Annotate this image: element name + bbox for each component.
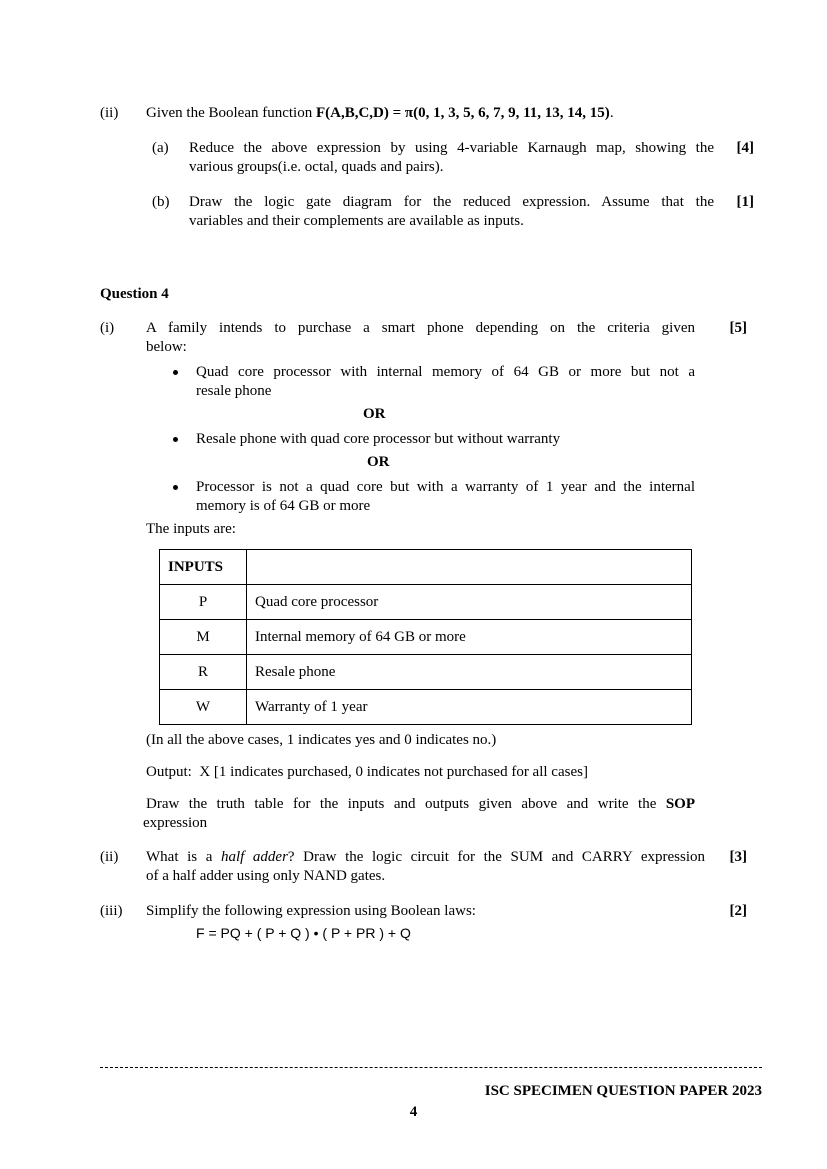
boolean-function: F(A,B,C,D) = π(0, 1, 3, 5, 6, 7, 9, 11, 13, 14, 15)	[315, 105, 610, 121]
or-separator-1: OR	[363, 406, 386, 422]
q4-iii-marks: [2]	[729, 903, 747, 919]
draw-instruction-pre: Draw the truth table for the inputs and outputs given above and write the	[146, 796, 666, 812]
bullet-icon	[173, 437, 178, 442]
half-adder-term: half adder	[220, 849, 288, 865]
bullet-2-text: Resale phone with quad core processor but without warranty	[196, 431, 561, 447]
table-row	[160, 585, 692, 620]
criteria-bullet-3	[173, 478, 695, 516]
inputs-intro: The inputs are:	[146, 521, 236, 537]
output-description: Output: X [1 indicates purchased, 0 indicates not purchased for all cases]	[146, 764, 588, 780]
draw-instruction-line1	[146, 795, 695, 814]
draw-instruction-line2: expression	[143, 815, 208, 831]
bullet-icon	[173, 485, 178, 490]
q3-ii-b-line2: variables and their complements are available as inputs.	[189, 213, 524, 229]
input-description: Quad core processor	[247, 585, 692, 620]
input-description: Warranty of 1 year	[247, 690, 692, 725]
q4-i-text	[146, 319, 695, 357]
q3-ii-a-label: (a)	[152, 140, 169, 156]
input-code: M	[160, 620, 247, 655]
table-header-inputs: INPUTS	[160, 550, 247, 585]
q4-ii-line2: of a half adder using only NAND gates.	[146, 868, 386, 884]
footer-title: ISC SPECIMEN QUESTION PAPER 2023	[484, 1083, 762, 1099]
criteria-bullet-2	[173, 430, 695, 449]
table-header-empty	[247, 550, 692, 585]
q4-ii-text	[146, 848, 705, 886]
q3-ii-a-line2: various groups(i.e. octal, quads and pairs).	[189, 159, 444, 175]
criteria-bullet-1	[173, 363, 695, 401]
q4-ii-pre: What is a	[146, 849, 221, 865]
inputs-table	[159, 549, 692, 725]
q3-ii-text	[146, 104, 614, 123]
q4-ii-line1	[146, 848, 705, 867]
q3-ii-a-text	[189, 139, 714, 177]
input-description: Internal memory of 64 GB or more	[247, 620, 692, 655]
q3-ii-number: (ii)	[100, 105, 119, 121]
q4-ii-post: ? Draw the logic circuit for the SUM and CARRY expression	[287, 849, 705, 865]
boolean-expression: F = PQ + ( P + Q ) • ( P + PR ) + Q	[196, 925, 411, 941]
bullet-1-line2: resale phone	[196, 383, 272, 399]
q4-ii-number: (ii)	[100, 849, 119, 865]
bullet-1-line1: Quad core processor with internal memory of 64 GB or more but not a	[196, 364, 695, 380]
table-row	[160, 690, 692, 725]
q4-i-number: (i)	[100, 320, 115, 336]
q3-ii-a-marks: [4]	[736, 140, 754, 156]
bullet-3-line2: memory is of 64 GB or more	[196, 498, 371, 514]
q3-ii-a-line1: Reduce the above expression by using 4-variable Karnaugh map, showing the	[189, 140, 714, 156]
q4-i-line1: A family intends to purchase a smart phone depending on the criteria given	[146, 320, 695, 336]
q3-ii-b-label: (b)	[152, 194, 170, 210]
q3-ii-text-pre: Given the Boolean function	[146, 105, 316, 121]
q3-ii-b-text	[189, 193, 714, 231]
q4-iii-number: (iii)	[100, 903, 123, 919]
bullet-3-line1: Processor is not a quad core but with a warranty of 1 year and the internal	[196, 479, 695, 495]
sop-term: SOP	[665, 796, 695, 812]
q4-iii-text: Simplify the following expression using Boolean laws:	[146, 903, 476, 919]
input-code: R	[160, 655, 247, 690]
table-header-row	[160, 550, 692, 585]
bullet-icon	[173, 370, 178, 375]
q4-ii-marks: [3]	[729, 849, 747, 865]
draw-instruction	[146, 795, 695, 814]
table-row	[160, 620, 692, 655]
page-number: 4	[409, 1104, 418, 1120]
or-separator-2: OR	[367, 454, 390, 470]
q4-i-line2: below:	[146, 339, 187, 355]
q3-ii-b-line1: Draw the logic gate diagram for the reduced expression. Assume that the	[189, 194, 714, 210]
cases-note: (In all the above cases, 1 indicates yes and 0 indicates no.)	[146, 732, 497, 748]
q3-ii-b-marks: [1]	[736, 194, 754, 210]
q3-ii-text-post: .	[609, 105, 614, 121]
footer-divider	[100, 1067, 762, 1068]
table-row	[160, 655, 692, 690]
q4-i-marks: [5]	[729, 320, 747, 336]
input-description: Resale phone	[247, 655, 692, 690]
question-4-heading: Question 4	[100, 286, 169, 302]
input-code: P	[160, 585, 247, 620]
input-code: W	[160, 690, 247, 725]
